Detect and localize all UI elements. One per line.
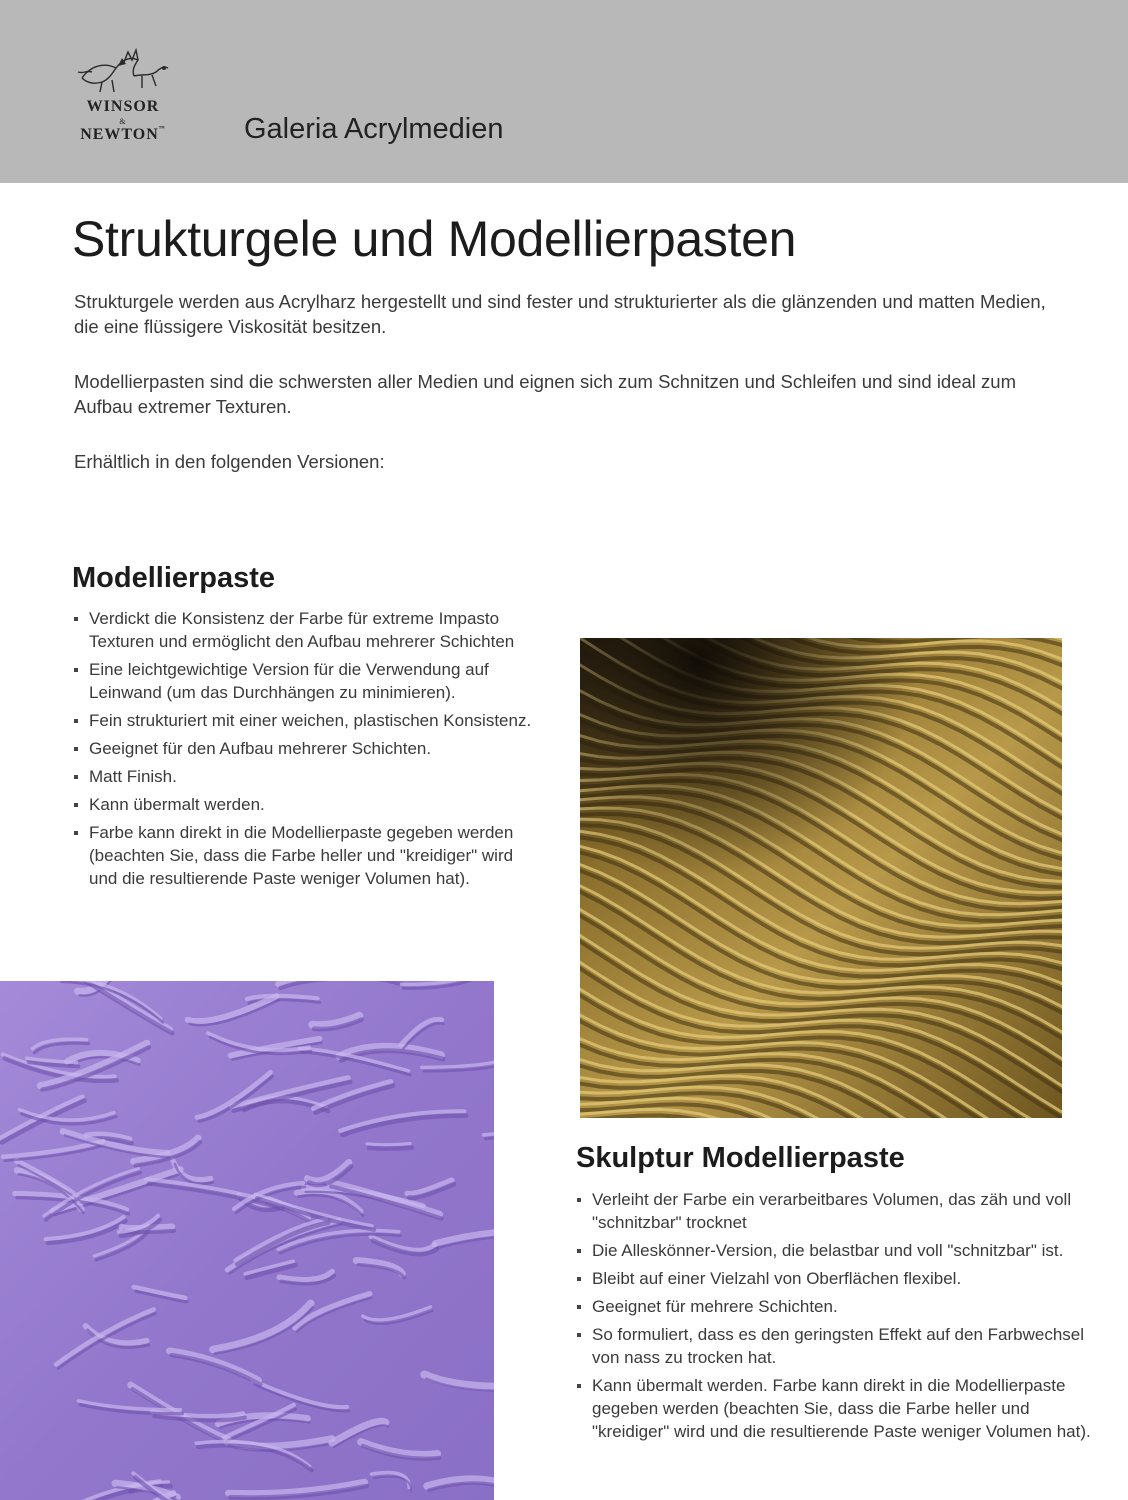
list-item: Geeignet für den Aufbau mehrerer Schichten.: [73, 737, 543, 760]
intro-paragraph-1: Strukturgele werden aus Acrylharz hergestellt und sind fester und strukturierter als die glänzenden und matten Medien, die eine flüssigere Viskosität besitzen.: [74, 291, 1046, 337]
bullet-list-skulptur-modellierpaste: [576, 1188, 1106, 1448]
list-item: Kann übermalt werden. Farbe kann direkt in die Modellierpaste gegeben werden (beachten Sie, dass die Farbe heller und "kreidiger" wird und die resultierende Paste weniger Volumen hat).: [576, 1374, 1106, 1443]
list-item: Farbe kann direkt in die Modellierpaste gegeben werden (beachten Sie, dass die Farbe heller und "kreidiger" wird und die resultierende Paste weniger Volumen hat).: [73, 821, 543, 890]
intro-paragraph-3: Erhältlich in den folgenden Versionen:: [74, 451, 385, 472]
logo-text-ampersand: &: [119, 117, 127, 126]
page-title: Strukturgele und Modellierpasten: [72, 211, 797, 267]
logo-text-newton: NEWTON™: [80, 126, 166, 143]
header-subtitle: Galeria Acrylmedien: [244, 113, 504, 145]
purple-paste-texture-image: [0, 981, 494, 1500]
gold-paste-texture-image: [580, 638, 1062, 1118]
list-item: Eine leichtgewichtige Version für die Verwendung auf Leinwand (um das Durchhängen zu minimieren).: [73, 658, 543, 704]
griffin-logo-icon: [72, 48, 178, 96]
bullet-list-modellierpaste: [73, 607, 543, 895]
brand-logo: [68, 48, 183, 144]
section-title-skulptur-modellierpaste: Skulptur Modellierpaste: [576, 1142, 905, 1174]
list-item: Die Alleskönner-Version, die belastbar und voll "schnitzbar" ist.: [576, 1239, 1106, 1262]
list-item: Geeignet für mehrere Schichten.: [576, 1295, 1106, 1318]
list-item: Verdickt die Konsistenz der Farbe für extreme Impasto Texturen und ermöglicht den Aufbau mehrerer Schichten: [73, 607, 543, 653]
list-item: Fein strukturiert mit einer weichen, plastischen Konsistenz.: [73, 709, 543, 732]
section-title-modellierpaste: Modellierpaste: [72, 562, 276, 594]
list-item: Kann übermalt werden.: [73, 793, 543, 816]
logo-text-winsor: WINSOR: [86, 98, 160, 115]
list-item: Matt Finish.: [73, 765, 543, 788]
list-item: Bleibt auf einer Vielzahl von Oberflächen flexibel.: [576, 1267, 1106, 1290]
intro-paragraph-2: Modellierpasten sind die schwersten aller Medien und eignen sich zum Schnitzen und Schleifen und sind ideal zum Aufbau extremer Texturen.: [74, 371, 1016, 417]
header-bar: [0, 0, 1128, 183]
list-item: Verleiht der Farbe ein verarbeitbares Volumen, das zäh und voll "schnitzbar" trocknet: [576, 1188, 1106, 1234]
list-item: So formuliert, dass es den geringsten Effekt auf den Farbwechsel von nass zu trocken hat.: [576, 1323, 1106, 1369]
